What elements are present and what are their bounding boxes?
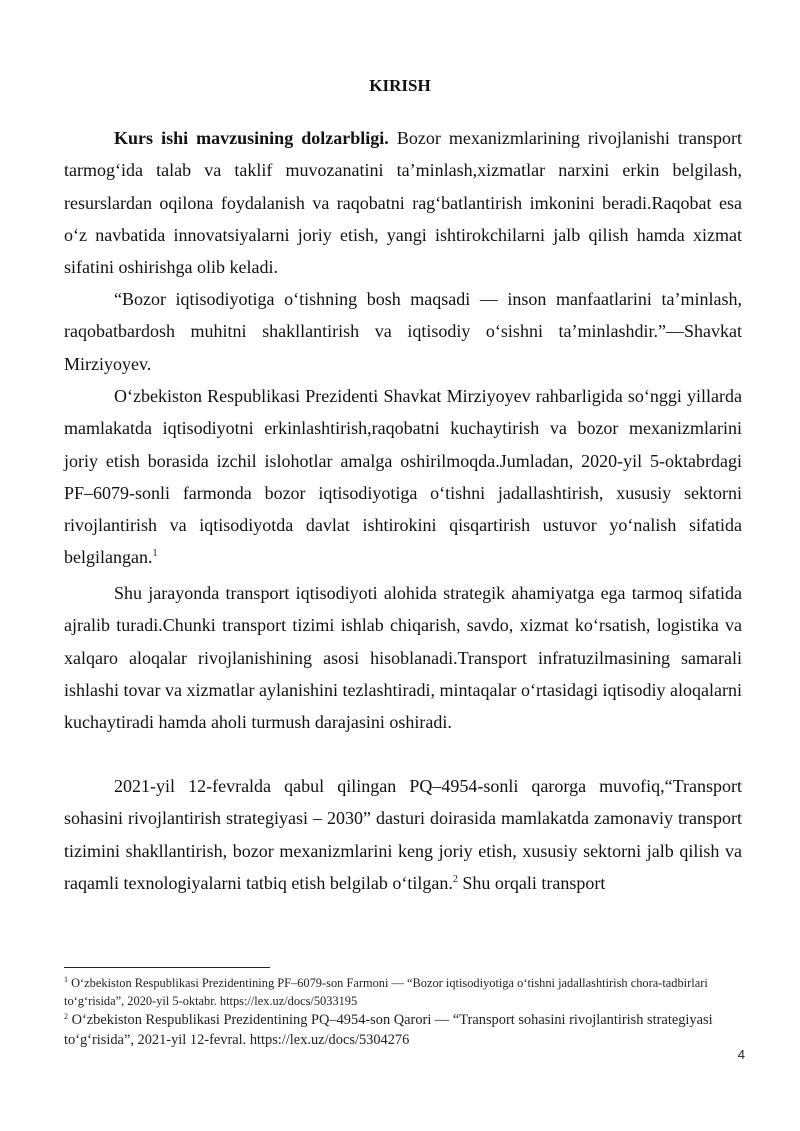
footnote-text: O‘zbekiston Respublikasi Prezidentining PF–6079-son Farmoni — “Bozor iqtisodiyotiga o‘tishni jadallashtirish chora-tadbirlari to‘g‘risida”, 2020-yil 5-oktabr. https://lex.uz/docs/5033195 xyxy=(64,976,708,1008)
paragraph-reforms xyxy=(64,380,742,574)
paragraph-relevance xyxy=(64,122,742,283)
section-heading: KIRISH xyxy=(369,76,431,95)
footnote-ref-2: 2 xyxy=(452,873,458,885)
footnote-number: 2 xyxy=(64,1012,68,1021)
footnote-ref-1: 1 xyxy=(152,548,158,560)
page-number: 4 xyxy=(737,1047,745,1062)
paragraph-quote: “Bozor iqtisodiyotiga o‘tishning bosh maqsadi — inson manfaatlarini ta’minlash, raqobatbardosh muhitni shakllantirish va iqtisodiy o‘sishni ta’minlashdir.”—Shavkat Mirziyoyev. xyxy=(64,289,742,374)
footnote-2 xyxy=(64,1010,754,1050)
paragraph-text-tail: Shu orqali transport xyxy=(457,872,606,893)
footnote-1 xyxy=(64,975,754,1010)
paragraph-text: Bozor mexanizmlarining rivojlanishi transport tarmog‘ida talab va taklif muvozanatini ta’minlash,xizmatlar narxini erkin belgilash, resurslardan oqilona foydalanish va raqobatni rag‘batlantirish imkonini beradi.Raqobat esa o‘z navbatida innovatsiyalarni joriy etish, yangi ishtirokchilarni jalb qilish hamda xizmat sifatini oshirishga olib keladi. xyxy=(64,128,742,278)
paragraph-text: O‘zbekiston Respublikasi Prezidenti Shavkat Mirziyoyev rahbarligida so‘nggi yillarda mamlakatda iqtisodiyotni erkinlashtirish,raqobatni kuchaytirish va bozor mexanizmlarini joriy etish borasida izchil islohotlar amalga oshirilmoqda.Jumladan, 2020-yil 5-oktabrdagi PF–6079-sonli farmonda bozor iqtisodiyotiga o‘tishni jadallashtirish, xususiy sektorni rivojlantirish va iqtisodiyotda davlat ishtirokini qisqartirish ustuvor yo‘nalish sifatida belgilangan. xyxy=(64,386,742,568)
paragraph-transport: Shu jarayonda transport iqtisodiyoti alohida strategik ahamiyatga ega tarmoq sifatida ajralib turadi.Chunki transport tizimi ishlab chiqarish, savdo, xizmat ko‘rsatish, logistika va xalqaro aloqalar rivojlanishining asosi hisoblanadi.Transport infratuzilmasining samarali ishlashi tovar va xizmatlar aylanishini tezlashtiradi, mintaqalar o‘rtasidagi iqtisodiy aloqalarni kuchaytiradi hamda aholi turmush darajasini oshiradi. xyxy=(64,583,742,733)
footnote-text: O‘zbekiston Respublikasi Prezidentining PQ–4954-son Qarori — “Transport sohasini rivojlantirish strategiyasi to‘g‘risida”, 2021-yil 12-fevral. https://lex.uz/docs/5304276 xyxy=(64,1012,713,1048)
paragraph-lead-bold: Kurs ishi mavzusining dolzarbligi. xyxy=(114,128,389,148)
paragraph-text: 2021-yil 12-fevralda qabul qilingan PQ–4954-sonli qarorga muvofiq,“Transport sohasini rivojlantirish strategiyasi – 2030” dasturi doirasida mamlakatda zamonaviy transport tizimini shakllantirish, bozor mexanizmlarini keng joriy etish, xususiy sektorni jalb qilish va raqamli texnologiyalarni tatbiq etish belgilab o‘tilgan. xyxy=(64,776,742,893)
footnote-number: 1 xyxy=(64,975,68,984)
footnote-separator xyxy=(64,967,270,968)
paragraph-strategy xyxy=(64,770,742,899)
